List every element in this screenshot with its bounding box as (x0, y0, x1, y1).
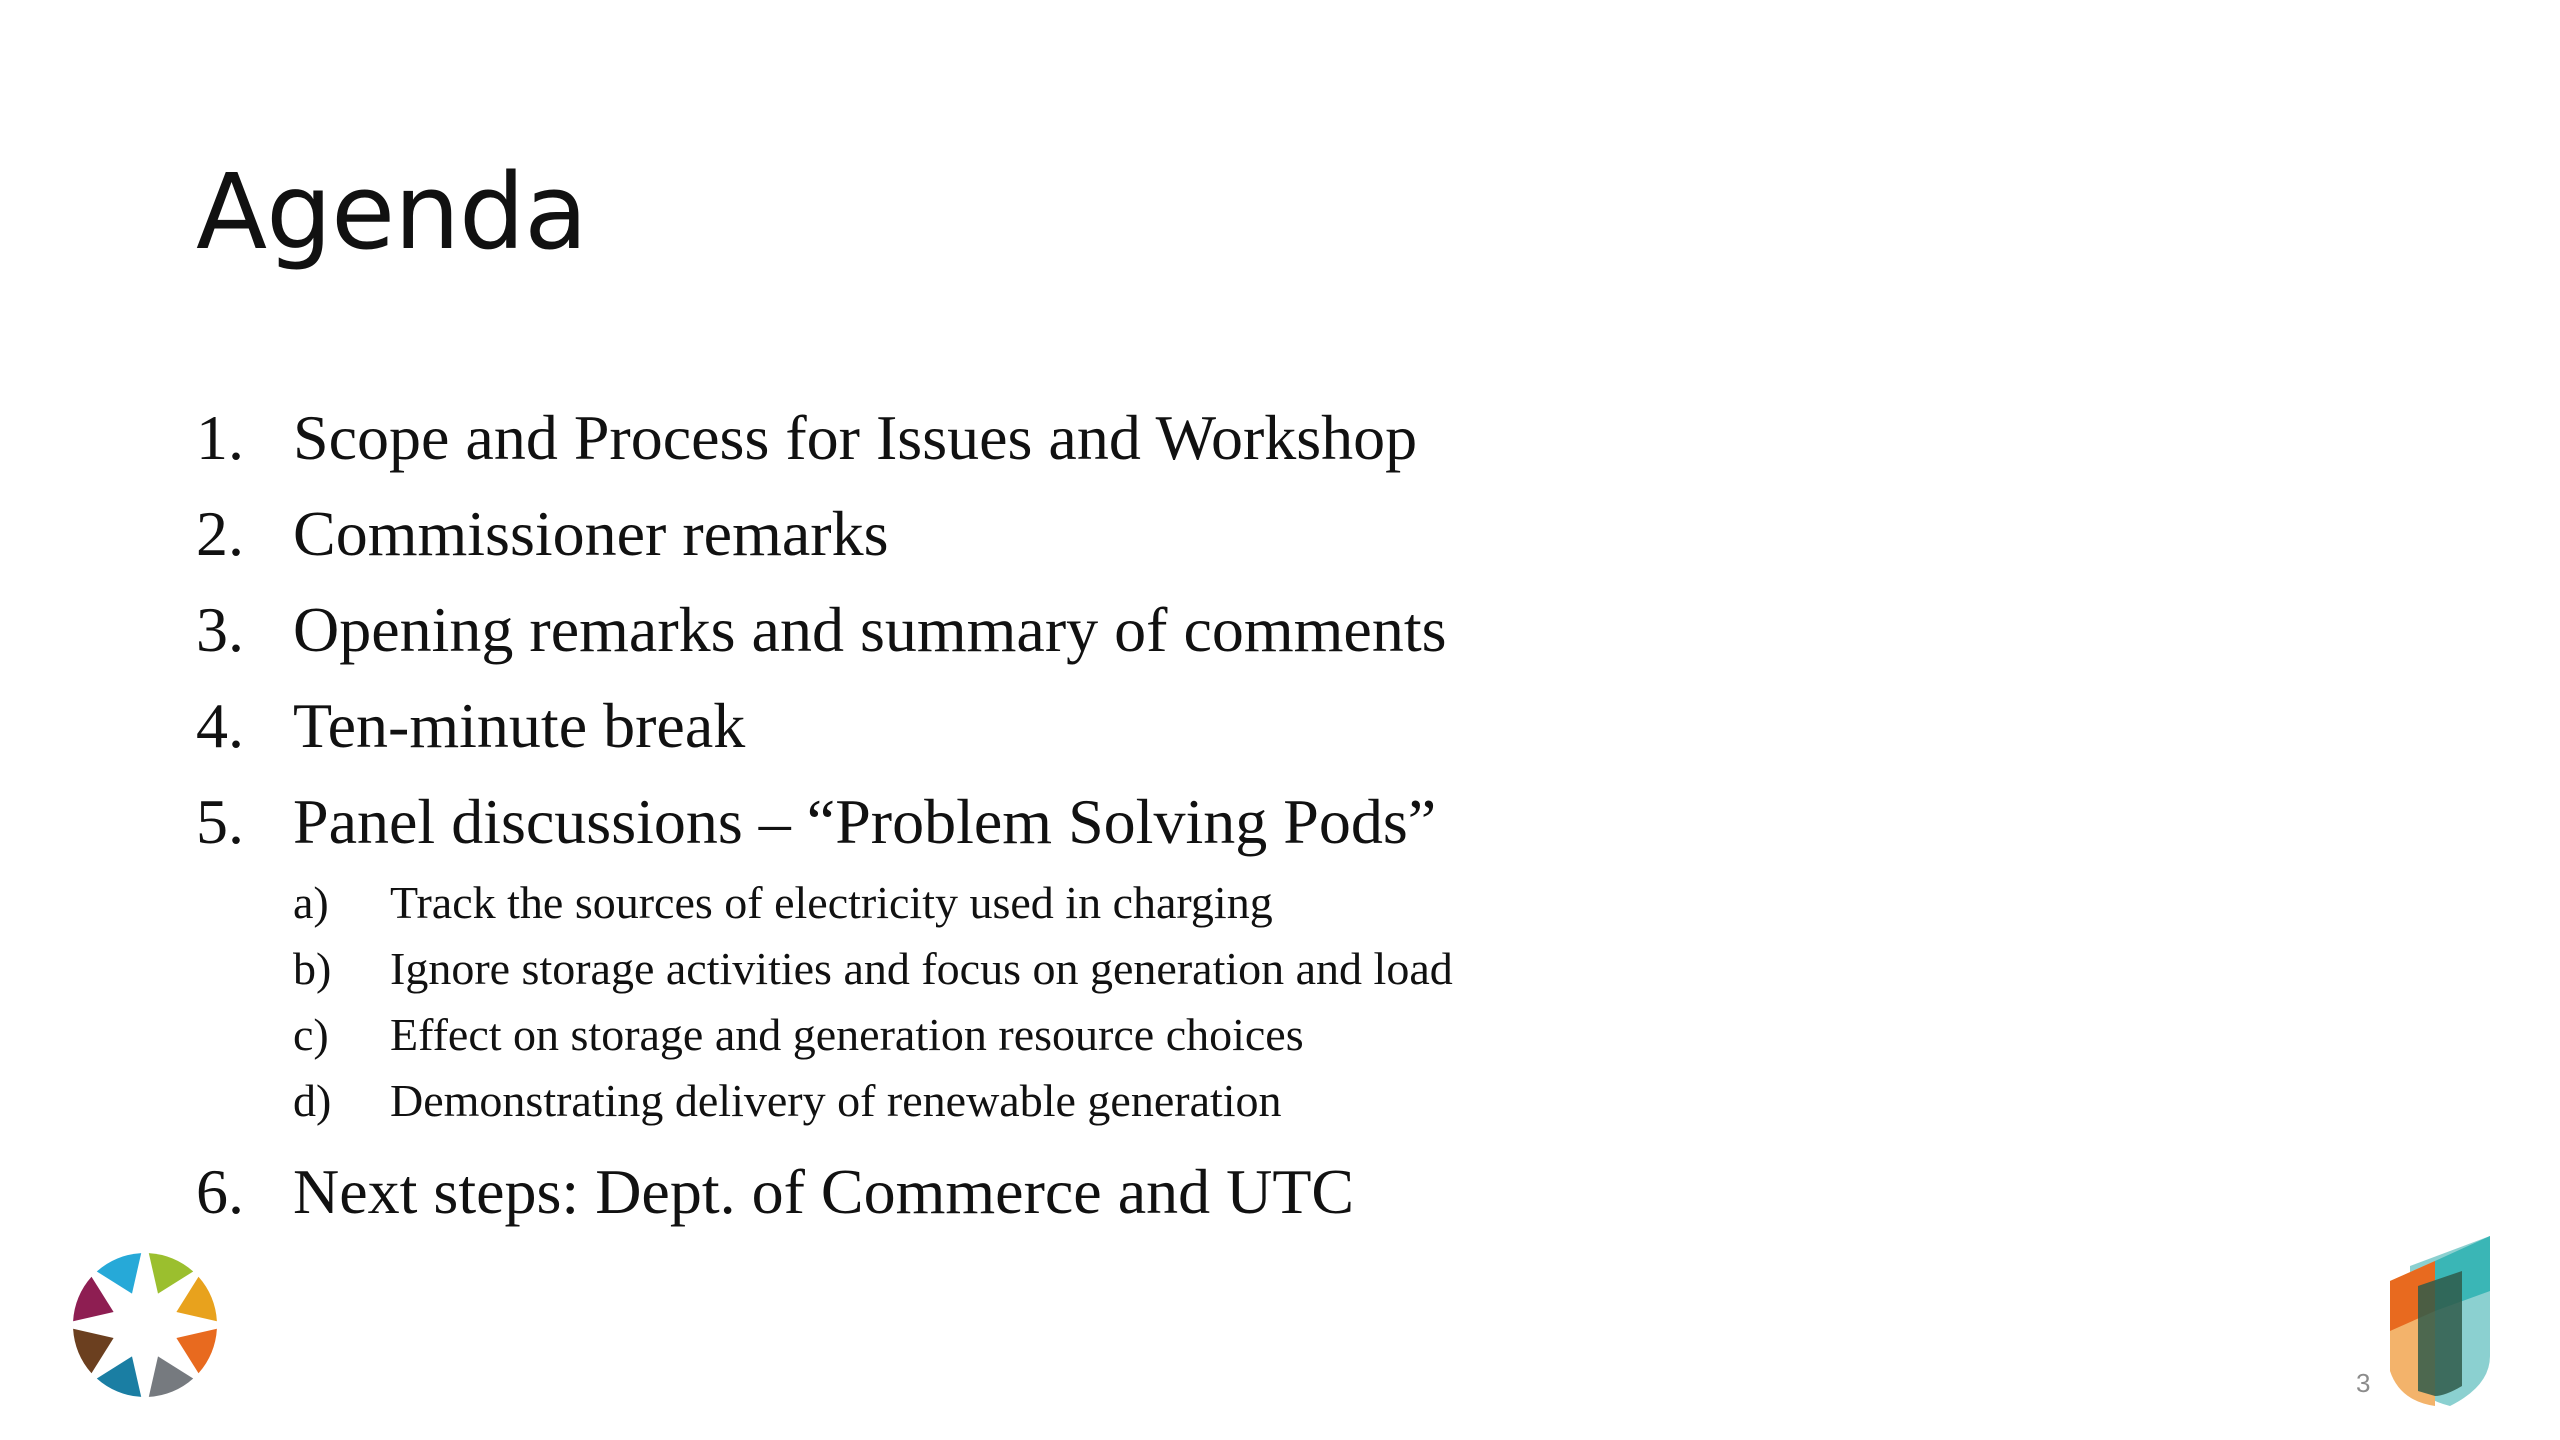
agenda-subitem-letter: d) (293, 1075, 332, 1126)
logo-petal (73, 1329, 114, 1373)
star-ring-logo-icon (70, 1250, 220, 1400)
agenda-item-number: 6. (196, 1156, 244, 1227)
agenda-sublist-container (196, 870, 2196, 1144)
logo-petal (73, 1277, 114, 1321)
agenda-item-number: 2. (196, 498, 244, 569)
agenda-subitem (196, 1002, 2196, 1068)
agenda-item (196, 390, 2196, 486)
logo-petal (97, 1253, 141, 1294)
agenda-subitem-label: Effect on storage and generation resource choices (390, 1009, 1304, 1060)
agenda-item-number: 1. (196, 402, 244, 473)
agenda-subitem-letter: c) (293, 1009, 329, 1060)
agenda-subitem-label: Ignore storage activities and focus on generation and load (390, 943, 1453, 994)
agenda-item-number: 5. (196, 786, 244, 857)
agenda-item (196, 486, 2196, 582)
agenda-subitem-letter: b) (293, 943, 332, 994)
logo-petal (149, 1356, 193, 1397)
agenda-subitem (196, 1068, 2196, 1134)
agenda-item-number: 4. (196, 690, 244, 761)
agenda-subitem-letter: a) (293, 877, 329, 928)
agenda-item (196, 678, 2196, 774)
slide-title: Agenda (196, 151, 587, 273)
agenda-item-label: Ten-minute break (293, 690, 746, 761)
shield-logo-icon (2390, 1236, 2500, 1406)
logo-petal (97, 1356, 141, 1397)
agenda-item-label: Opening remarks and summary of comments (293, 594, 1447, 665)
agenda-subitem (196, 870, 2196, 936)
agenda-item-label: Next steps: Dept. of Commerce and UTC (293, 1156, 1355, 1227)
agenda-item (196, 582, 2196, 678)
logo-petal (149, 1253, 193, 1294)
agenda-item-number: 3. (196, 594, 244, 665)
agenda-subitem-label: Demonstrating delivery of renewable generation (390, 1075, 1282, 1126)
agenda-subitem-label: Track the sources of electricity used in charging (390, 877, 1273, 928)
agenda-item (196, 1144, 2196, 1240)
agenda-item-label: Scope and Process for Issues and Workshop (293, 402, 1418, 473)
agenda-item-label: Panel discussions – “Problem Solving Pods” (293, 786, 1437, 857)
logo-petal (176, 1329, 217, 1373)
agenda-list (196, 390, 2196, 1240)
agenda-item-label: Commissioner remarks (293, 498, 889, 569)
page-number: 3 (2356, 1368, 2371, 1398)
agenda-item (196, 774, 2196, 870)
agenda-sublist (196, 870, 2196, 1144)
agenda-subitem (196, 936, 2196, 1002)
logo-petal (176, 1277, 217, 1321)
